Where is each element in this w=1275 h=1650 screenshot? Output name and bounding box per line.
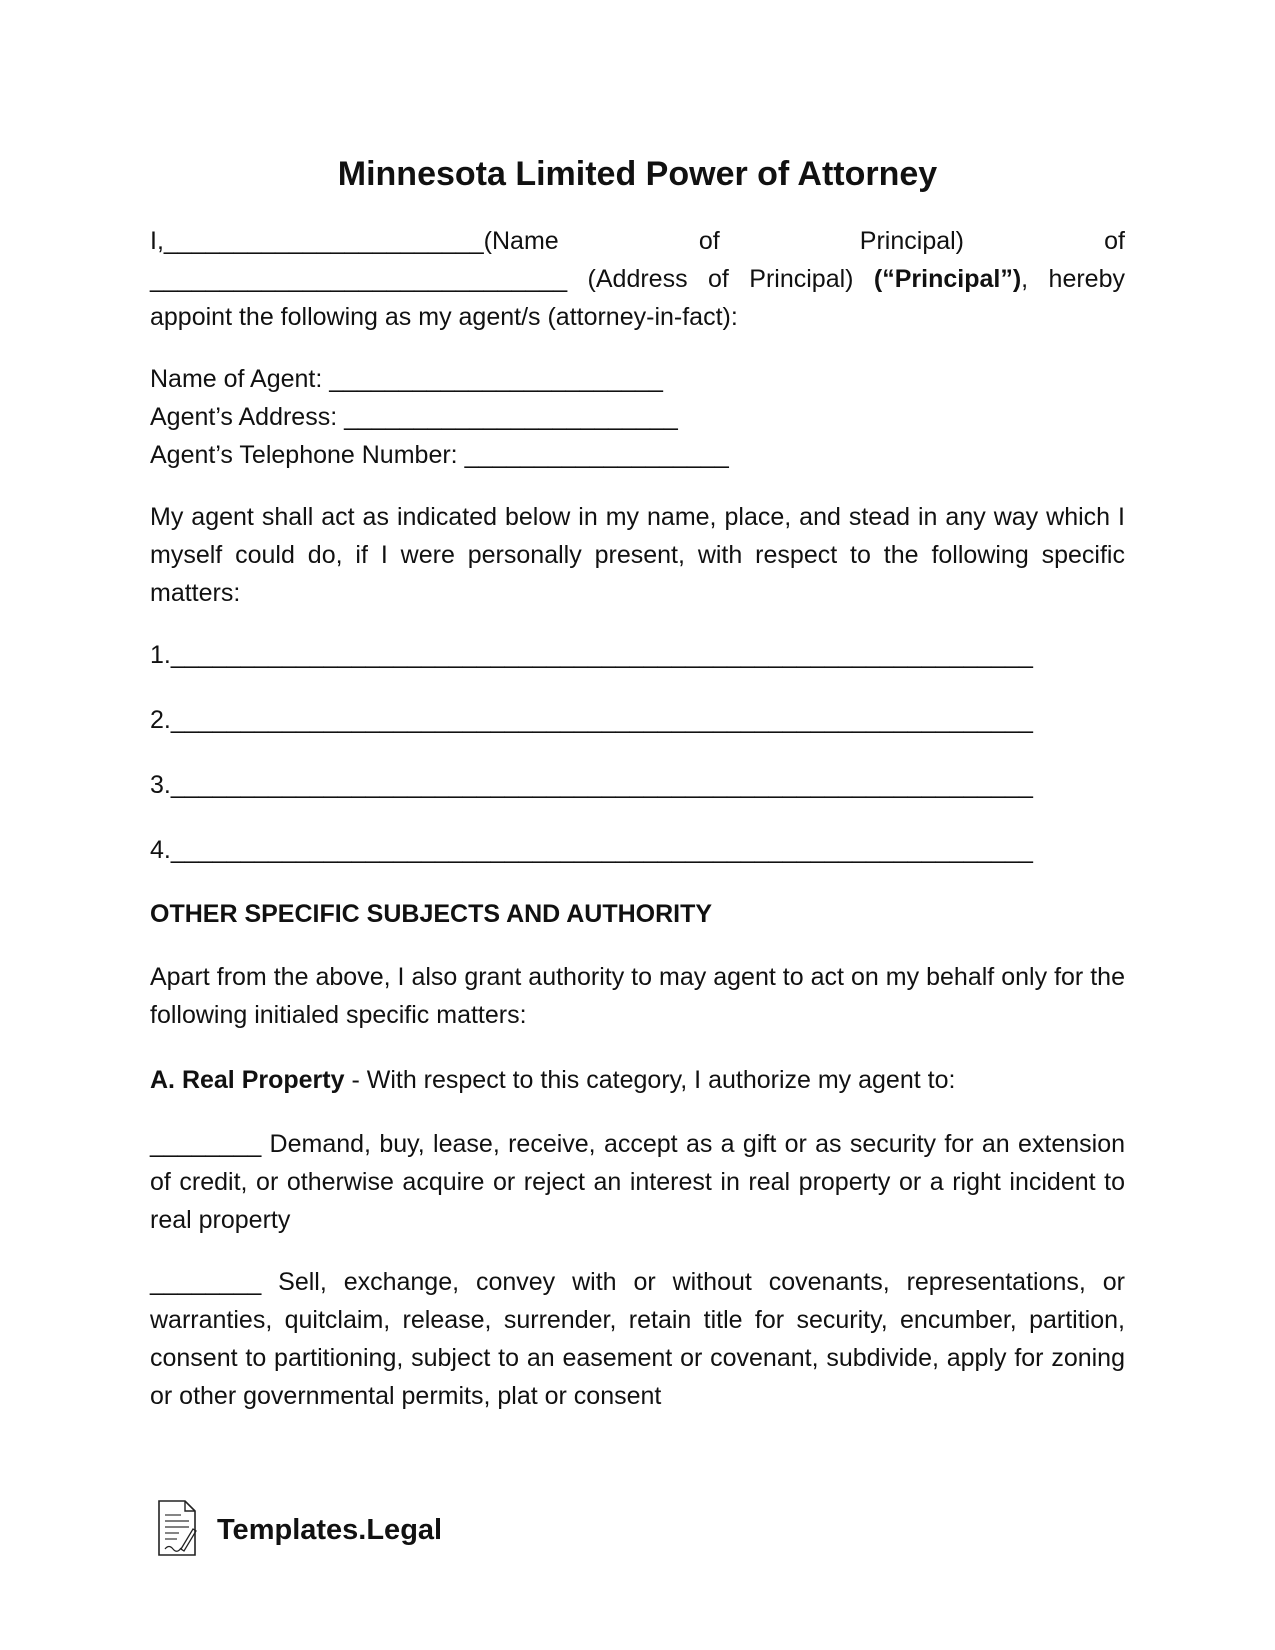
agent-address-field: Agent’s Address: ________________________ [150, 403, 678, 431]
principal-label: (“Principal”) [873, 265, 1022, 293]
document-pen-icon [155, 1499, 199, 1562]
intro-text-end: , hereby appoint the following as my agent/s (attorney-in-fact): [150, 265, 1125, 331]
intro-paragraph [150, 222, 1125, 336]
numbered-line-3: 3.______________________________________________________________ [150, 771, 1033, 799]
document-title: Minnesota Limited Power of Attorney [337, 155, 938, 193]
section-heading: OTHER SPECIFIC SUBJECTS AND AUTHORITY [150, 900, 713, 928]
real-property-text: - With respect to this category, I authorize my agent to: [344, 1066, 956, 1094]
intro-text-start: I,_______________________(Name of Principal) of ______________________________ (Address of Principal) [150, 227, 1125, 293]
matters-paragraph: My agent shall act as indicated below in my name, place, and stead in any way which I myself could do, if I were personally present, with respect to the following specific matters: [150, 503, 1125, 607]
agent-telephone-field: Agent’s Telephone Number: ___________________ [150, 441, 729, 469]
authority-item-2: ________ Sell, exchange, convey with or without covenants, representations, or warranties, quitclaim, release, surrender, retain title for security, encumber, partition, consent to partitioning, subject to an easement or covenant, subdivide, apply for zoning or other governmental permits, plat or consent [150, 1268, 1125, 1410]
authority-item-1: ________ Demand, buy, lease, receive, accept as a gift or as security for an extension of credit, or otherwise acquire or reject an interest in real property or a right incident to real property [150, 1130, 1125, 1234]
agent-name-field: Name of Agent: ________________________ [150, 365, 663, 393]
real-property-heading [150, 1061, 1125, 1099]
numbered-line-4: 4.______________________________________________________________ [150, 836, 1033, 864]
numbered-line-2: 2.______________________________________________________________ [150, 706, 1033, 734]
agent-fields [150, 360, 1125, 474]
brand-name[interactable]: Templates.Legal [217, 1513, 443, 1546]
footer-branding [155, 1500, 442, 1560]
real-property-label: A. Real Property [150, 1066, 345, 1094]
numbered-line-1: 1.______________________________________________________________ [150, 641, 1033, 669]
section-paragraph: Apart from the above, I also grant authority to may agent to act on my behalf only for the following initialed specific matters: [150, 963, 1125, 1029]
